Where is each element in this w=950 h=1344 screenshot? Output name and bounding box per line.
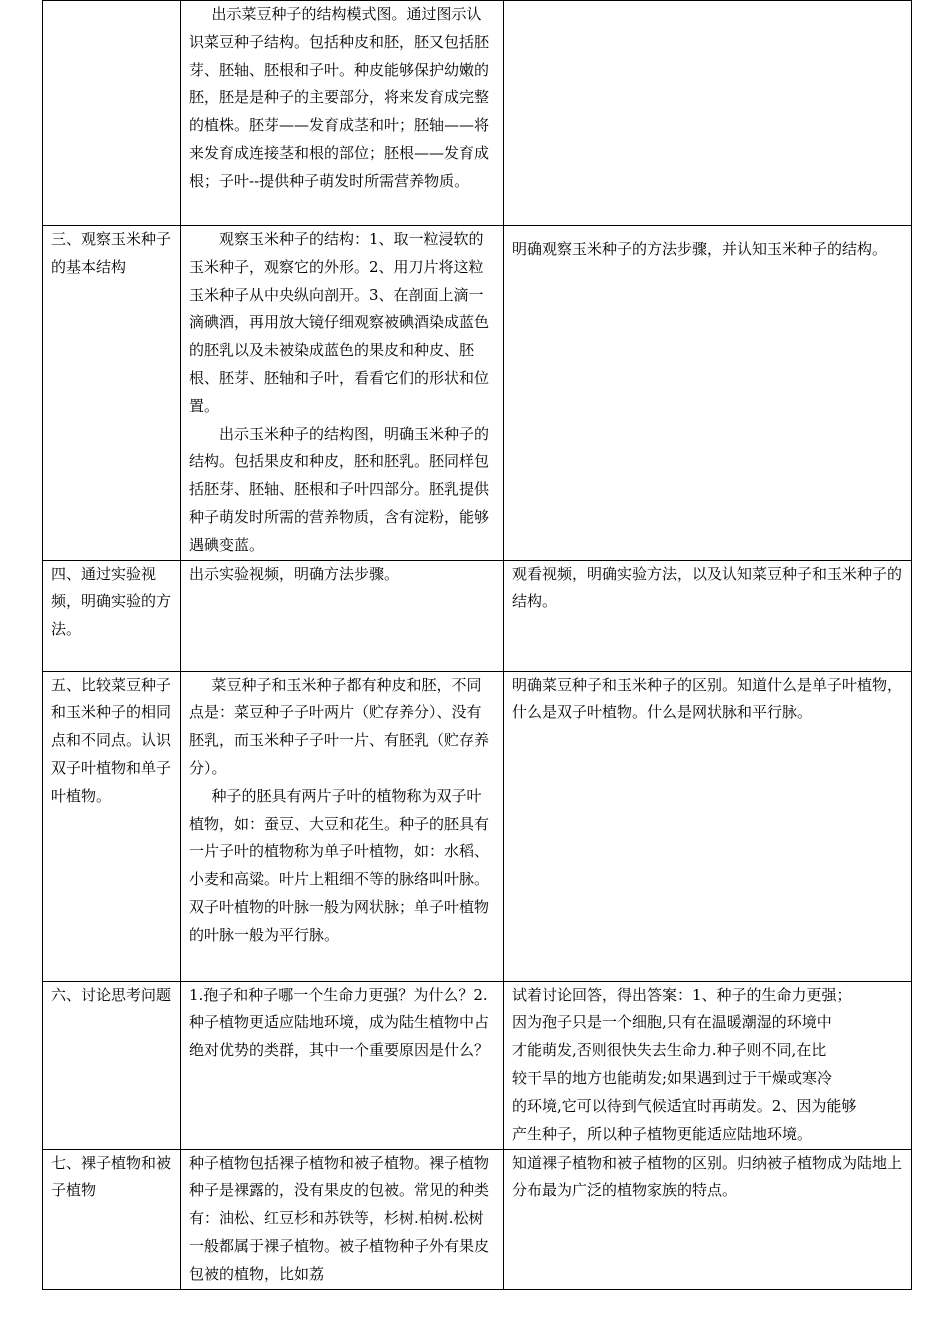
student-activity-cell: 明确菜豆种子和玉米种子的区别。知道什么是单子叶植物，什么是双子叶植物。什么是网状脉和平行脉。: [504, 671, 912, 981]
student-activity-cell: 明确观察玉米种子的方法步骤，并认知玉米种子的结构。: [504, 226, 912, 561]
answer-line: 试着讨论回答，得出答案：1、种子的生命力更强；: [512, 985, 852, 1004]
lesson-plan-table: [42, 0, 912, 1290]
stage-cell: 五、比较菜豆种子和玉米种子的相同点和不同点。认识双子叶植物和单子叶植物。: [43, 671, 181, 981]
paragraph: 1.孢子和种子哪一个生命力更强？为什么？2.种子植物更适应陆地环境，成为陆生植物中占绝对优势的类群，其中一个重要原因是什么？: [189, 985, 490, 1060]
paragraph: 种子的胚具有两片子叶的植物称为双子叶植物，如：蚕豆、大豆和花生。种子的胚具有一片子叶的植物称为单子叶植物，如：水稻、小麦和高粱。叶片上粗细不等的脉络叫叶脉。双子叶植物的叶脉一般为网状脉；单子叶植物的叶脉一般为平行脉。: [189, 786, 490, 944]
teacher-activity-cell: [181, 560, 504, 671]
stage-cell: 三、观察玉米种子的基本结构: [43, 226, 181, 561]
stage-cell: 七、裸子植物和被子植物: [43, 1149, 181, 1289]
answer-line: 产生种子，所以种子植物更能适应陆地环境。: [512, 1124, 813, 1143]
teacher-activity-cell: [181, 981, 504, 1149]
answer-line: 的环境,它可以待到气候适宜时再萌发。2、因为能够: [512, 1096, 857, 1115]
teacher-activity-cell: [181, 1, 504, 226]
answer-line: 因为孢子只是一个细胞,只有在温暖潮湿的环境中: [512, 1013, 832, 1032]
paragraph: 出示菜豆种子的结构模式图。通过图示认识菜豆种子结构。包括种皮和胚，胚又包括胚芽、胚轴、胚根和子叶。种皮能够保护幼嫩的胚，胚是是种子的主要部分，将来发育成完整的植株。胚芽——发育成茎和叶；胚轴——将来发育成连接茎和根的部位；胚根——发育成根；子叶--提供种子萌发时所需营养物质。: [189, 5, 490, 190]
teacher-activity-cell: [181, 671, 504, 981]
stage-cell: 四、通过实验视频，明确实验的方法。: [43, 560, 181, 671]
paragraph: 种子植物包括裸子植物和被子植物。裸子植物种子是裸露的，没有果皮的包被。常见的种类有：油松、红豆杉和苏铁等，杉树.柏树.松树一般都属于裸子植物。被子植物种子外有果皮包被的植物，比如荔: [189, 1153, 490, 1283]
paragraph: 出示实验视频，明确方法步骤。: [189, 564, 400, 583]
stage-cell: [43, 1, 181, 226]
paragraph: 菜豆种子和玉米种子都有种皮和胚，不同点是：菜豆种子子叶两片（贮存养分）、没有胚乳，而玉米种子子叶一片、有胚乳（贮存养分）。: [189, 675, 490, 777]
table-row: [43, 1, 912, 226]
teacher-activity-cell: [181, 226, 504, 561]
student-activity-cell: [504, 981, 912, 1149]
paragraph: 出示玉米种子的结构图，明确玉米种子的结构。包括果皮和种皮，胚和胚乳。胚同样包括胚芽、胚轴、胚根和子叶四部分。胚乳提供种子萌发时所需的营养物质，含有淀粉，能够遇碘变蓝。: [189, 424, 490, 554]
answer-line: 才能萌发,否则很快失去生命力.种子则不同,在比: [512, 1041, 827, 1060]
student-activity-cell: [504, 1, 912, 226]
student-activity-cell: 观看视频，明确实验方法，以及认知菜豆种子和玉米种子的结构。: [504, 560, 912, 671]
answer-line: 较干旱的地方也能萌发;如果遇到过于干燥或寒冷: [512, 1068, 833, 1087]
paragraph: 观察玉米种子的结构：1、取一粒浸软的玉米种子，观察它的外形。2、用刀片将这粒玉米种子从中央纵向剖开。3、在剖面上滴一滴碘酒，再用放大镜仔细观察被碘酒染成蓝色的胚乳以及未被染成蓝色的果皮和种皮、胚根、胚芽、胚轴和子叶，看看它们的形状和位置。: [189, 230, 490, 415]
stage-cell: 六、讨论思考问题: [43, 981, 181, 1149]
table-row: [43, 226, 912, 561]
table-row: [43, 560, 912, 671]
student-activity-cell: 知道裸子植物和被子植物的区别。归纳被子植物成为陆地上分布最为广泛的植物家族的特点。: [504, 1149, 912, 1289]
table-row: [43, 981, 912, 1149]
teacher-activity-cell: [181, 1149, 504, 1289]
table-row: [43, 671, 912, 981]
table-row: [43, 1149, 912, 1289]
